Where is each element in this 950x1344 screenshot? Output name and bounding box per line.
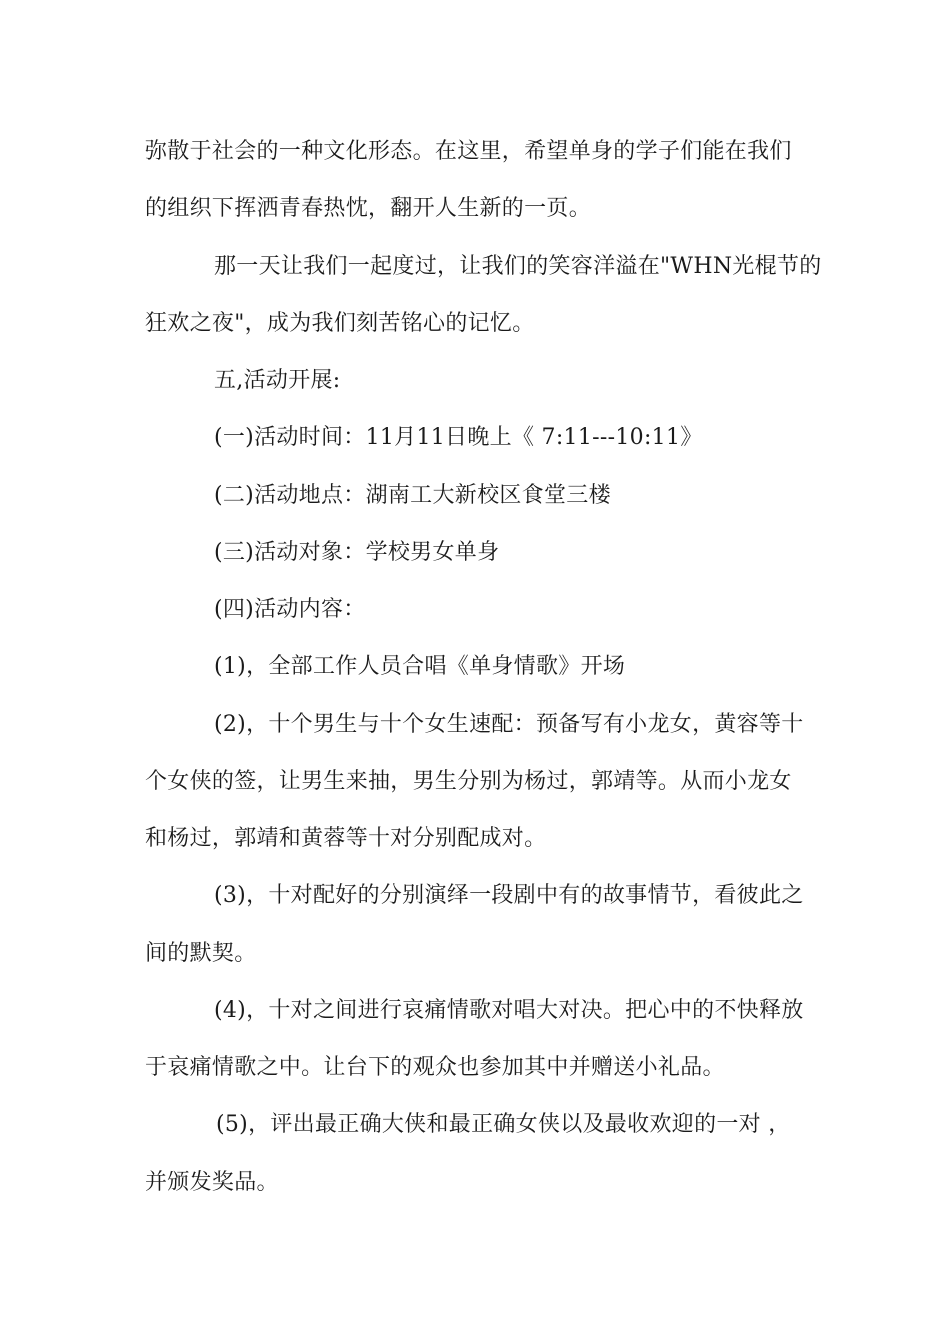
list-item: (一)活动时间：11月11日晚上《 7:11---10:11》 [214,425,703,450]
list-item: (4)，十对之间进行哀痛情歌对唱大对决。把心中的不快释放 [214,998,804,1023]
paragraph-line: 弥散于社会的一种文化形态。在这里，希望单身的学子们能在我们 [145,139,792,164]
paragraph-line: 狂欢之夜"，成为我们刻苦铭心的记忆。 [145,311,535,336]
paragraph-line: 并颁发奖品。 [145,1170,279,1195]
paragraph-line: 间的默契。 [145,941,257,966]
paragraph-line: 和杨过，郭靖和黄蓉等十对分别配成对。 [145,826,547,851]
list-item: (三)活动对象：学校男女单身 [214,540,500,565]
paragraph-line: 的组织下挥洒青春热忱，翻开人生新的一页。 [145,196,592,221]
paragraph-line: 那一天让我们一起度过，让我们的笑容洋溢在"WHN光棍节的 [214,254,822,279]
list-item: (3)，十对配好的分别演绎一段剧中有的故事情节，看彼此之 [214,883,804,908]
paragraph-line: 个女侠的签，让男生来抽，男生分别为杨过，郭靖等。从而小龙女 [145,769,792,794]
list-item: (二)活动地点：湖南工大新校区食堂三楼 [214,483,611,508]
list-item: (2)，十个男生与十个女生速配：预备写有小龙女，黄容等十 [214,712,804,737]
list-item: (1)，全部工作人员合唱《单身情歌》开场 [214,654,626,679]
paragraph-line: 于哀痛情歌之中。让台下的观众也参加其中并赠送小礼品。 [145,1055,725,1080]
list-item: (5)，评出最正确大侠和最正确女侠以及最收欢迎的一对 ， [216,1112,791,1137]
list-item: (四)活动内容： [214,597,366,622]
section-heading: 五,活动开展: [214,368,341,393]
